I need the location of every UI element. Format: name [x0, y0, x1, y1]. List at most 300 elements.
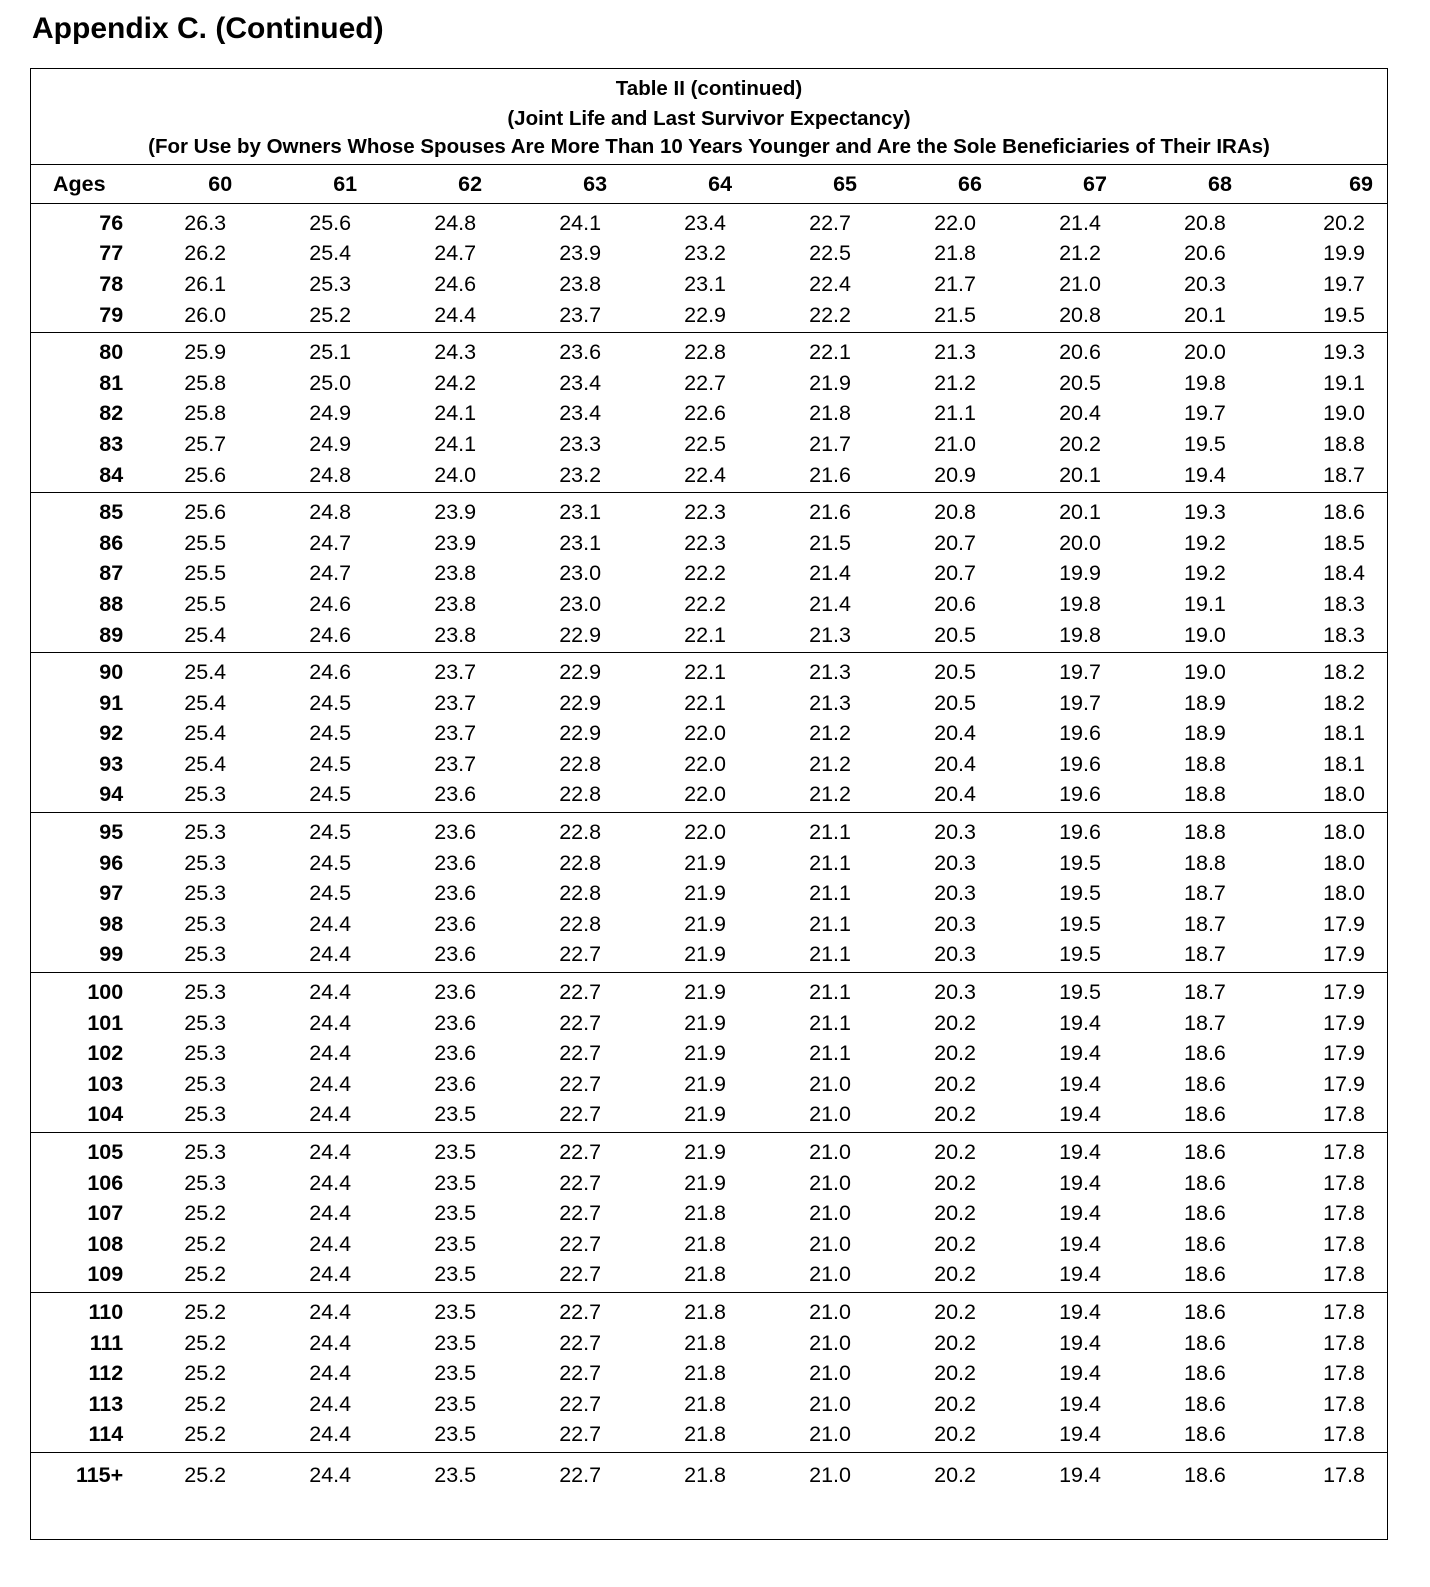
age-cell: 99: [99, 942, 124, 967]
value-cell: 17.8: [1323, 1231, 1365, 1256]
value-cell: 22.1: [684, 660, 727, 685]
value-cell: 19.4: [1059, 1422, 1101, 1447]
value-cell: 22.8: [559, 820, 602, 845]
value-cell: 19.4: [1059, 1102, 1101, 1127]
age-cell: 110: [88, 1299, 124, 1324]
value-cell: 19.2: [1184, 561, 1226, 586]
value-cell: 19.5: [1059, 850, 1101, 875]
age-cell: 89: [99, 622, 124, 647]
value-cell: 23.7: [434, 660, 477, 685]
value-cell: 20.8: [1184, 210, 1226, 235]
value-cell: 20.2: [934, 1262, 976, 1287]
value-cell: 24.5: [309, 881, 352, 906]
value-cell: 25.2: [309, 302, 352, 327]
value-cell: 25.2: [184, 1361, 227, 1386]
value-cell: 25.3: [184, 820, 227, 845]
value-cell: 25.3: [184, 1010, 227, 1035]
table-row: [31, 460, 1387, 493]
header-row: [31, 165, 1387, 204]
value-cell: 26.0: [184, 302, 227, 327]
value-cell: 18.6: [1184, 1391, 1226, 1416]
value-cell: 20.5: [934, 660, 976, 685]
value-cell: 25.2: [184, 1422, 227, 1447]
value-cell: 18.6: [1184, 1330, 1226, 1355]
value-cell: 21.8: [684, 1262, 727, 1287]
value-cell: 19.4: [1059, 1361, 1101, 1386]
value-cell: 20.4: [934, 782, 976, 807]
value-cell: 20.8: [1059, 302, 1101, 327]
value-cell: 23.8: [434, 561, 477, 586]
value-cell: 21.2: [809, 721, 851, 746]
age-cell: 85: [99, 500, 124, 525]
value-cell: 24.4: [309, 942, 352, 967]
value-cell: 21.5: [934, 302, 976, 327]
age-cell: 86: [99, 530, 124, 555]
value-cell: 21.7: [809, 431, 851, 456]
value-cell: 21.8: [684, 1299, 727, 1324]
value-cell: 22.0: [684, 751, 727, 776]
value-cell: 21.3: [809, 622, 851, 647]
value-cell: 19.5: [1059, 980, 1101, 1005]
value-cell: 25.7: [184, 431, 227, 456]
table-frame: [30, 68, 1388, 1540]
value-cell: 25.6: [184, 500, 227, 525]
value-cell: 17.8: [1323, 1361, 1365, 1386]
value-cell: 18.6: [1323, 500, 1365, 525]
value-cell: 24.4: [309, 1299, 352, 1324]
value-cell: 25.2: [184, 1299, 227, 1324]
value-cell: 22.7: [559, 942, 602, 967]
value-cell: 20.3: [934, 942, 976, 967]
value-cell: 22.0: [684, 820, 727, 845]
value-cell: 21.0: [809, 1361, 851, 1386]
value-cell: 21.9: [684, 911, 727, 936]
value-cell: 25.2: [184, 1462, 227, 1487]
value-cell: 25.4: [184, 751, 227, 776]
value-cell: 24.7: [309, 561, 352, 586]
table-row: [31, 1198, 1387, 1229]
value-cell: 22.9: [559, 690, 602, 715]
value-cell: 23.0: [559, 591, 602, 616]
value-cell: 22.0: [934, 210, 976, 235]
column-header: 65: [833, 171, 857, 196]
age-cell: 100: [87, 980, 124, 1005]
value-cell: 25.3: [184, 782, 227, 807]
value-cell: 21.4: [809, 591, 851, 616]
value-cell: 25.8: [184, 401, 227, 426]
table-row: [31, 1328, 1387, 1359]
value-cell: 19.9: [1323, 241, 1365, 266]
value-cell: 20.2: [934, 1361, 976, 1386]
column-header: 60: [208, 171, 233, 196]
value-cell: 22.7: [559, 1330, 602, 1355]
value-cell: 22.9: [684, 302, 727, 327]
value-cell: 26.2: [184, 241, 227, 266]
value-cell: 22.8: [559, 751, 602, 776]
value-cell: 17.9: [1323, 1071, 1365, 1096]
value-cell: 23.1: [559, 500, 602, 525]
value-cell: 23.6: [434, 881, 477, 906]
value-cell: 22.9: [559, 721, 602, 746]
value-cell: 17.8: [1323, 1462, 1365, 1487]
age-cell: 90: [99, 660, 124, 685]
value-cell: 18.1: [1323, 721, 1365, 746]
value-cell: 24.4: [309, 911, 352, 936]
age-cell: 115+: [75, 1462, 124, 1487]
value-cell: 21.0: [809, 1330, 851, 1355]
value-cell: 21.0: [809, 1391, 851, 1416]
value-cell: 22.2: [809, 302, 851, 327]
table-row: [31, 749, 1387, 780]
value-cell: 17.9: [1323, 911, 1365, 936]
value-cell: 18.0: [1323, 881, 1365, 906]
table-row: [31, 333, 1387, 368]
value-cell: 22.7: [559, 1262, 602, 1287]
value-cell: 21.3: [934, 340, 976, 365]
value-cell: 21.8: [684, 1462, 727, 1487]
value-cell: 25.2: [184, 1330, 227, 1355]
value-cell: 21.0: [809, 1201, 851, 1226]
value-cell: 18.6: [1184, 1201, 1226, 1226]
value-cell: 17.8: [1323, 1140, 1365, 1165]
value-cell: 21.1: [809, 850, 851, 875]
value-cell: 23.5: [434, 1140, 477, 1165]
table-row: [31, 813, 1387, 848]
value-cell: 22.8: [559, 782, 602, 807]
value-cell: 21.6: [809, 462, 851, 487]
value-cell: 18.6: [1184, 1361, 1226, 1386]
value-cell: 25.3: [184, 980, 227, 1005]
value-cell: 24.4: [309, 1361, 352, 1386]
value-cell: 20.2: [934, 1462, 976, 1487]
value-cell: 23.8: [434, 622, 477, 647]
column-header: 69: [1349, 171, 1373, 196]
table-row: [31, 1100, 1387, 1133]
value-cell: 18.9: [1184, 690, 1226, 715]
value-cell: 22.8: [684, 340, 727, 365]
value-cell: 20.3: [934, 881, 976, 906]
value-cell: 20.3: [934, 850, 976, 875]
value-cell: 23.6: [434, 911, 477, 936]
value-cell: 23.6: [434, 782, 477, 807]
value-cell: 22.7: [809, 210, 851, 235]
value-cell: 22.4: [809, 271, 851, 296]
row-group: [31, 653, 1387, 813]
value-cell: 24.5: [309, 850, 352, 875]
age-cell: 83: [99, 431, 124, 456]
value-cell: 25.3: [184, 1140, 227, 1165]
value-cell: 20.4: [1059, 401, 1101, 426]
value-cell: 22.4: [684, 462, 727, 487]
table-row: [31, 1358, 1387, 1389]
value-cell: 25.0: [309, 370, 352, 395]
value-cell: 21.9: [684, 1102, 727, 1127]
table-caption-line-2: (Joint Life and Last Survivor Expectancy): [507, 107, 911, 130]
value-cell: 21.1: [809, 820, 851, 845]
age-cell: 91: [99, 690, 124, 715]
value-cell: 25.9: [184, 340, 227, 365]
row-group: [31, 204, 1387, 333]
value-cell: 23.6: [434, 1071, 477, 1096]
value-cell: 20.5: [934, 690, 976, 715]
column-header: 66: [958, 171, 982, 196]
value-cell: 23.5: [434, 1102, 477, 1127]
value-cell: 21.9: [809, 370, 851, 395]
value-cell: 24.1: [559, 210, 602, 235]
value-cell: 25.8: [184, 370, 227, 395]
value-cell: 20.2: [934, 1010, 976, 1035]
value-cell: 25.5: [184, 561, 227, 586]
value-cell: 24.4: [309, 1041, 352, 1066]
value-cell: 18.6: [1184, 1462, 1226, 1487]
value-cell: 20.5: [1059, 370, 1101, 395]
value-cell: 18.6: [1184, 1231, 1226, 1256]
value-cell: 24.8: [434, 210, 477, 235]
value-cell: 19.5: [1059, 911, 1101, 936]
value-cell: 21.6: [809, 500, 851, 525]
table-row: [31, 269, 1387, 300]
value-cell: 18.6: [1184, 1422, 1226, 1447]
value-cell: 20.2: [934, 1102, 976, 1127]
value-cell: 22.7: [559, 1201, 602, 1226]
value-cell: 24.4: [309, 1102, 352, 1127]
value-cell: 21.0: [809, 1231, 851, 1256]
value-cell: 21.9: [684, 1170, 727, 1195]
value-cell: 20.1: [1059, 500, 1101, 525]
age-cell: 103: [87, 1071, 124, 1096]
table-row: [31, 1389, 1387, 1420]
value-cell: 21.0: [809, 1299, 851, 1324]
value-cell: 19.6: [1059, 782, 1101, 807]
value-cell: 21.5: [809, 530, 851, 555]
value-cell: 25.3: [184, 1041, 227, 1066]
row-group: [31, 1453, 1387, 1498]
value-cell: 18.6: [1184, 1262, 1226, 1287]
value-cell: 22.8: [559, 850, 602, 875]
ages-header: Ages: [53, 171, 106, 196]
value-cell: 21.9: [684, 881, 727, 906]
value-cell: 19.4: [1059, 1201, 1101, 1226]
age-cell: 95: [99, 820, 124, 845]
value-cell: 23.6: [434, 820, 477, 845]
age-cell: 79: [99, 302, 124, 327]
value-cell: 22.8: [559, 911, 602, 936]
value-cell: 18.7: [1323, 462, 1365, 487]
value-cell: 21.9: [684, 850, 727, 875]
value-cell: 22.7: [559, 1102, 602, 1127]
value-cell: 22.7: [559, 1462, 602, 1487]
age-cell: 112: [88, 1361, 124, 1386]
value-cell: 24.4: [309, 1422, 352, 1447]
value-cell: 21.0: [809, 1262, 851, 1287]
value-cell: 22.5: [809, 241, 851, 266]
value-cell: 21.3: [809, 660, 851, 685]
life-expectancy-table: [31, 165, 1387, 1497]
value-cell: 21.1: [809, 911, 851, 936]
value-cell: 21.8: [684, 1330, 727, 1355]
value-cell: 24.0: [434, 462, 477, 487]
value-cell: 25.6: [184, 462, 227, 487]
value-cell: 18.8: [1184, 820, 1226, 845]
table-row: [31, 589, 1387, 620]
value-cell: 25.3: [184, 850, 227, 875]
value-cell: 21.0: [809, 1071, 851, 1096]
table-row: [31, 1168, 1387, 1199]
table-row: [31, 848, 1387, 879]
value-cell: 22.7: [559, 1041, 602, 1066]
value-cell: 21.0: [809, 1462, 851, 1487]
value-cell: 19.7: [1184, 401, 1226, 426]
value-cell: 19.4: [1059, 1140, 1101, 1165]
value-cell: 21.9: [684, 980, 727, 1005]
value-cell: 20.2: [1059, 431, 1101, 456]
table-row: [31, 204, 1387, 239]
age-cell: 80: [99, 340, 124, 365]
value-cell: 19.4: [1059, 1041, 1101, 1066]
value-cell: 22.0: [684, 782, 727, 807]
value-cell: 23.4: [559, 401, 602, 426]
age-cell: 114: [88, 1422, 124, 1447]
value-cell: 18.0: [1323, 850, 1365, 875]
age-cell: 92: [99, 721, 124, 746]
column-header: 67: [1083, 171, 1107, 196]
table-caption-line-3: (For Use by Owners Whose Spouses Are More Than 10 Years Younger and Are the Sole Beneficiaries of Their IRAs): [148, 135, 1270, 158]
value-cell: 24.5: [309, 820, 352, 845]
value-cell: 19.5: [1323, 302, 1365, 327]
value-cell: 23.6: [434, 1010, 477, 1035]
table-row: [31, 688, 1387, 719]
value-cell: 20.2: [934, 1041, 976, 1066]
value-cell: 24.4: [309, 1140, 352, 1165]
value-cell: 17.8: [1323, 1391, 1365, 1416]
value-cell: 23.5: [434, 1262, 477, 1287]
value-cell: 25.2: [184, 1262, 227, 1287]
value-cell: 17.8: [1323, 1201, 1365, 1226]
value-cell: 20.9: [934, 462, 976, 487]
table-row: [31, 1008, 1387, 1039]
value-cell: 21.8: [684, 1361, 727, 1386]
value-cell: 24.4: [309, 1231, 352, 1256]
table-row: [31, 1420, 1387, 1453]
value-cell: 24.3: [434, 340, 477, 365]
column-header: 61: [333, 171, 358, 196]
value-cell: 22.1: [684, 622, 727, 647]
age-cell: 102: [87, 1041, 124, 1066]
value-cell: 23.5: [434, 1299, 477, 1324]
value-cell: 18.0: [1323, 820, 1365, 845]
column-header: 68: [1207, 171, 1232, 196]
value-cell: 25.3: [184, 881, 227, 906]
age-cell: 97: [99, 881, 124, 906]
value-cell: 18.6: [1184, 1170, 1226, 1195]
value-cell: 21.7: [934, 271, 976, 296]
value-cell: 20.2: [934, 1170, 976, 1195]
value-cell: 19.8: [1059, 591, 1101, 616]
age-cell: 105: [87, 1140, 124, 1165]
value-cell: 18.6: [1184, 1299, 1226, 1324]
value-cell: 23.5: [434, 1422, 477, 1447]
age-cell: 78: [99, 271, 124, 296]
value-cell: 18.2: [1323, 660, 1365, 685]
value-cell: 19.6: [1059, 721, 1101, 746]
row-group: [31, 973, 1387, 1133]
value-cell: 18.2: [1323, 690, 1365, 715]
value-cell: 24.4: [309, 1391, 352, 1416]
value-cell: 22.5: [684, 431, 727, 456]
age-cell: 107: [87, 1201, 124, 1226]
value-cell: 25.3: [184, 942, 227, 967]
value-cell: 20.2: [934, 1422, 976, 1447]
value-cell: 25.4: [309, 241, 352, 266]
value-cell: 21.9: [684, 1010, 727, 1035]
value-cell: 23.4: [684, 210, 727, 235]
value-cell: 22.7: [559, 1391, 602, 1416]
value-cell: 21.1: [809, 942, 851, 967]
age-cell: 104: [87, 1102, 124, 1127]
value-cell: 25.3: [184, 911, 227, 936]
value-cell: 25.5: [184, 530, 227, 555]
value-cell: 21.9: [684, 942, 727, 967]
value-cell: 21.0: [809, 1140, 851, 1165]
value-cell: 20.2: [934, 1330, 976, 1355]
value-cell: 18.6: [1184, 1041, 1226, 1066]
row-group: [31, 493, 1387, 653]
value-cell: 18.8: [1184, 782, 1226, 807]
value-cell: 22.9: [559, 660, 602, 685]
value-cell: 23.6: [434, 850, 477, 875]
value-cell: 21.8: [684, 1231, 727, 1256]
value-cell: 23.1: [684, 271, 727, 296]
value-cell: 17.8: [1323, 1170, 1365, 1195]
value-cell: 19.7: [1059, 690, 1101, 715]
value-cell: 18.8: [1184, 850, 1226, 875]
table-row: [31, 1133, 1387, 1168]
value-cell: 23.6: [559, 340, 602, 365]
value-cell: 19.9: [1059, 561, 1101, 586]
value-cell: 24.7: [434, 241, 477, 266]
value-cell: 23.2: [684, 241, 727, 266]
table-caption: [31, 69, 1387, 165]
age-cell: 98: [99, 911, 124, 936]
value-cell: 19.3: [1184, 500, 1226, 525]
table-row: [31, 1293, 1387, 1328]
value-cell: 22.7: [684, 370, 727, 395]
value-cell: 22.7: [559, 1361, 602, 1386]
value-cell: 22.8: [559, 881, 602, 906]
value-cell: 20.6: [934, 591, 976, 616]
value-cell: 22.0: [684, 721, 727, 746]
value-cell: 18.0: [1323, 782, 1365, 807]
value-cell: 25.4: [184, 660, 227, 685]
value-cell: 18.8: [1184, 751, 1226, 776]
value-cell: 21.8: [934, 241, 976, 266]
value-cell: 22.2: [684, 591, 727, 616]
value-cell: 24.5: [309, 751, 352, 776]
value-cell: 24.5: [309, 721, 352, 746]
table-row: [31, 239, 1387, 270]
value-cell: 24.6: [434, 271, 477, 296]
value-cell: 18.7: [1184, 911, 1226, 936]
value-cell: 20.3: [934, 980, 976, 1005]
value-cell: 18.7: [1184, 942, 1226, 967]
row-group: [31, 333, 1387, 493]
value-cell: 21.0: [934, 431, 976, 456]
value-cell: 19.4: [1059, 1330, 1101, 1355]
value-cell: 18.7: [1184, 1010, 1226, 1035]
value-cell: 25.3: [184, 1102, 227, 1127]
value-cell: 20.4: [934, 751, 976, 776]
value-cell: 20.2: [934, 1299, 976, 1324]
